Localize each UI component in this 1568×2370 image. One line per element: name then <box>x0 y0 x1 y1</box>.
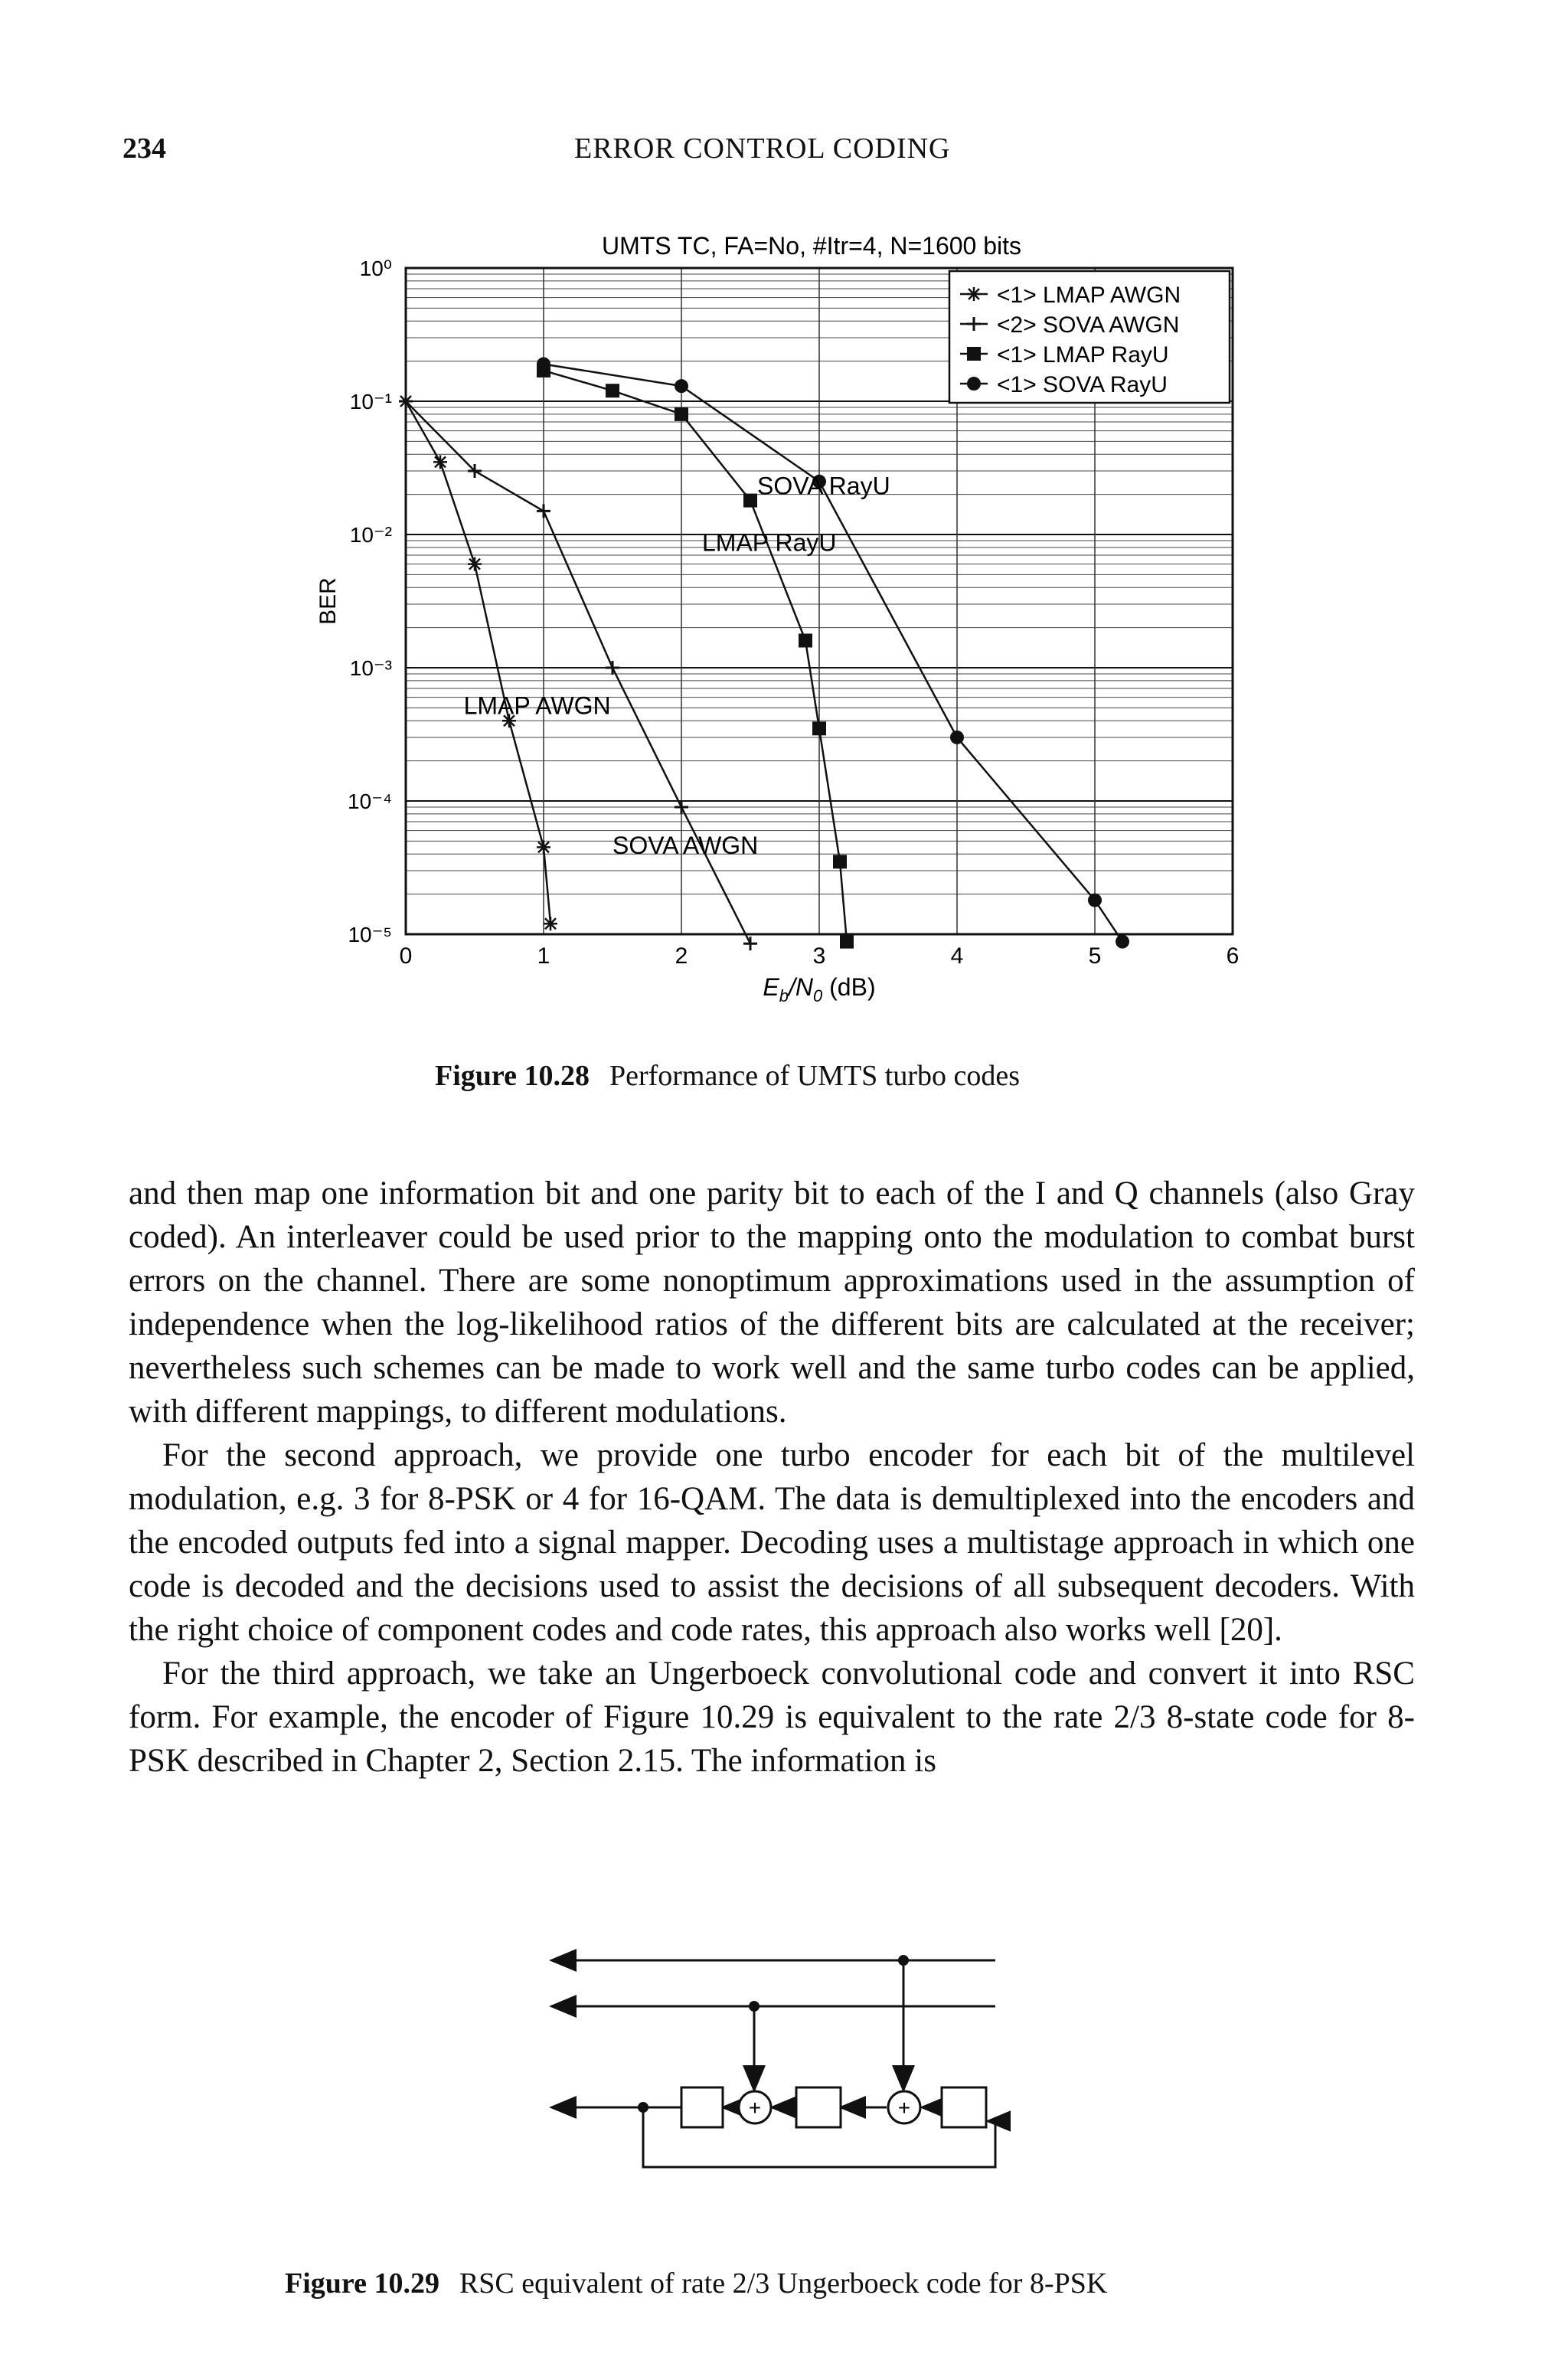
curve-annotation: SOVA AWGN <box>612 832 759 860</box>
data-point <box>1088 894 1102 907</box>
x-tick-label: 4 <box>950 943 964 969</box>
body-text <box>129 1172 1415 1783</box>
curve-annotation: LMAP RayU <box>702 528 837 557</box>
series-3 <box>537 364 854 949</box>
y-axis-label: BER <box>315 577 341 625</box>
x-tick-label: 2 <box>675 943 688 969</box>
x-tick-label: 3 <box>812 943 826 969</box>
data-point <box>468 557 482 571</box>
y-tick-label: 10⁻² <box>349 523 392 547</box>
data-point <box>950 731 964 744</box>
paragraph-3: For the third approach, we take an Ungerboeck convolutional code and convert it into RSC form. For example, the encoder of Figure 10.29 is equivalent to the rate 2/3 8-state code for 8-PSK described in Chapter 2, Section 2.15. The information is <box>129 1656 1415 1779</box>
page-header <box>122 132 1256 178</box>
data-point <box>967 287 981 301</box>
data-point <box>675 379 688 393</box>
chart-title: UMTS TC, FA=No, #Itr=4, N=1600 bits <box>601 232 1022 260</box>
series-1 <box>399 394 557 930</box>
shift-register-3 <box>942 2087 986 2127</box>
y-tick-label: 10⁻⁴ <box>348 789 392 813</box>
running-head: ERROR CONTROL CODING <box>574 132 951 165</box>
curve-annotation: LMAP AWGN <box>463 691 611 720</box>
shift-register-1 <box>681 2087 723 2127</box>
data-point <box>537 840 550 854</box>
series-line <box>406 401 750 943</box>
series-2 <box>399 394 757 950</box>
data-point <box>537 357 550 371</box>
data-point <box>1116 935 1129 949</box>
caption-text: Performance of UMTS turbo codes <box>609 1060 1021 1092</box>
adder-2-symbol: + <box>897 2096 911 2120</box>
x-tick-label: 5 <box>1088 943 1102 969</box>
y-tick-label: 10⁻⁵ <box>348 923 392 946</box>
figure-10-29-caption <box>285 2267 1107 2300</box>
data-point <box>812 721 826 735</box>
data-point <box>799 633 812 647</box>
paragraph-1: and then map one information bit and one parity bit to each of the I and Q channels (also Gray coded). An interleaver could be used prior to the mapping onto the modulation to combat burst errors on the channel. There are some nonoptimum approximations used in the assumption of independence when the log-likelihood ratios of the different bits are calculated at the receiver; nevertheless such schemes can be made to work well and the same turbo codes can be applied, with different mappings, to different modulations. <box>129 1175 1415 1430</box>
figure-10-28-caption <box>435 1059 1020 1093</box>
data-point <box>433 455 447 469</box>
y-tick-label: 10⁰ <box>359 257 392 280</box>
data-point <box>675 407 688 421</box>
data-point <box>606 384 619 397</box>
rsc-encoder-svg <box>536 1937 1011 2228</box>
legend-entry: <1> LMAP AWGN <box>997 283 1181 308</box>
data-point <box>743 494 757 508</box>
junction-dot-3 <box>638 2102 648 2113</box>
data-point <box>675 800 688 814</box>
legend-entry: <1> SOVA RayU <box>997 372 1168 397</box>
data-point <box>743 937 757 950</box>
legend-entry: <2> SOVA AWGN <box>997 312 1180 338</box>
legend-entry: <1> LMAP RayU <box>997 342 1169 368</box>
series <box>399 357 1129 950</box>
ber-chart <box>276 222 1294 1064</box>
x-tick-label: 6 <box>1226 943 1240 969</box>
rsc-encoder-diagram <box>536 1937 1011 2228</box>
data-point <box>967 377 981 391</box>
paragraph-2: For the second approach, we provide one turbo encoder for each bit of the multilevel modulation, e.g. 3 for 8-PSK or 4 for 16-QAM. The data is demultiplexed into the encoders and the encoded outputs fed into a signal mapper. Decoding uses a multistage approach in which one code is decoded and the decisions used to assist the decisions of all subsequent decoders. With the right choice of component codes and code rates, this approach also works well [20]. <box>129 1437 1415 1648</box>
x-tick-label: 1 <box>537 943 550 969</box>
data-point <box>967 347 981 361</box>
curve-annotation: SOVA RayU <box>757 472 890 500</box>
ber-chart-svg <box>276 222 1294 1064</box>
legend <box>949 271 1230 403</box>
y-tick-label: 10⁻³ <box>349 656 392 680</box>
caption-label: Figure 10.29 <box>285 2267 439 2300</box>
caption-label: Figure 10.28 <box>435 1060 590 1092</box>
data-point <box>544 917 557 930</box>
x-axis-label: $E_b/N_0$ (dB) <box>763 973 876 1005</box>
data-point <box>840 935 854 949</box>
data-point <box>537 504 550 518</box>
adder-1-symbol: + <box>748 2096 762 2120</box>
page-number: 234 <box>122 132 166 165</box>
y-tick-label: 10⁻¹ <box>349 390 392 414</box>
junction-dot-1 <box>898 1955 909 1966</box>
caption-text: RSC equivalent of rate 2/3 Ungerboeck code for 8-PSK <box>459 2267 1108 2300</box>
shift-register-2 <box>796 2087 841 2127</box>
series-line <box>406 401 550 923</box>
junction-dot-2 <box>749 2001 760 2012</box>
data-point <box>833 855 847 868</box>
data-point <box>606 661 619 675</box>
x-tick-label: 0 <box>399 943 413 969</box>
